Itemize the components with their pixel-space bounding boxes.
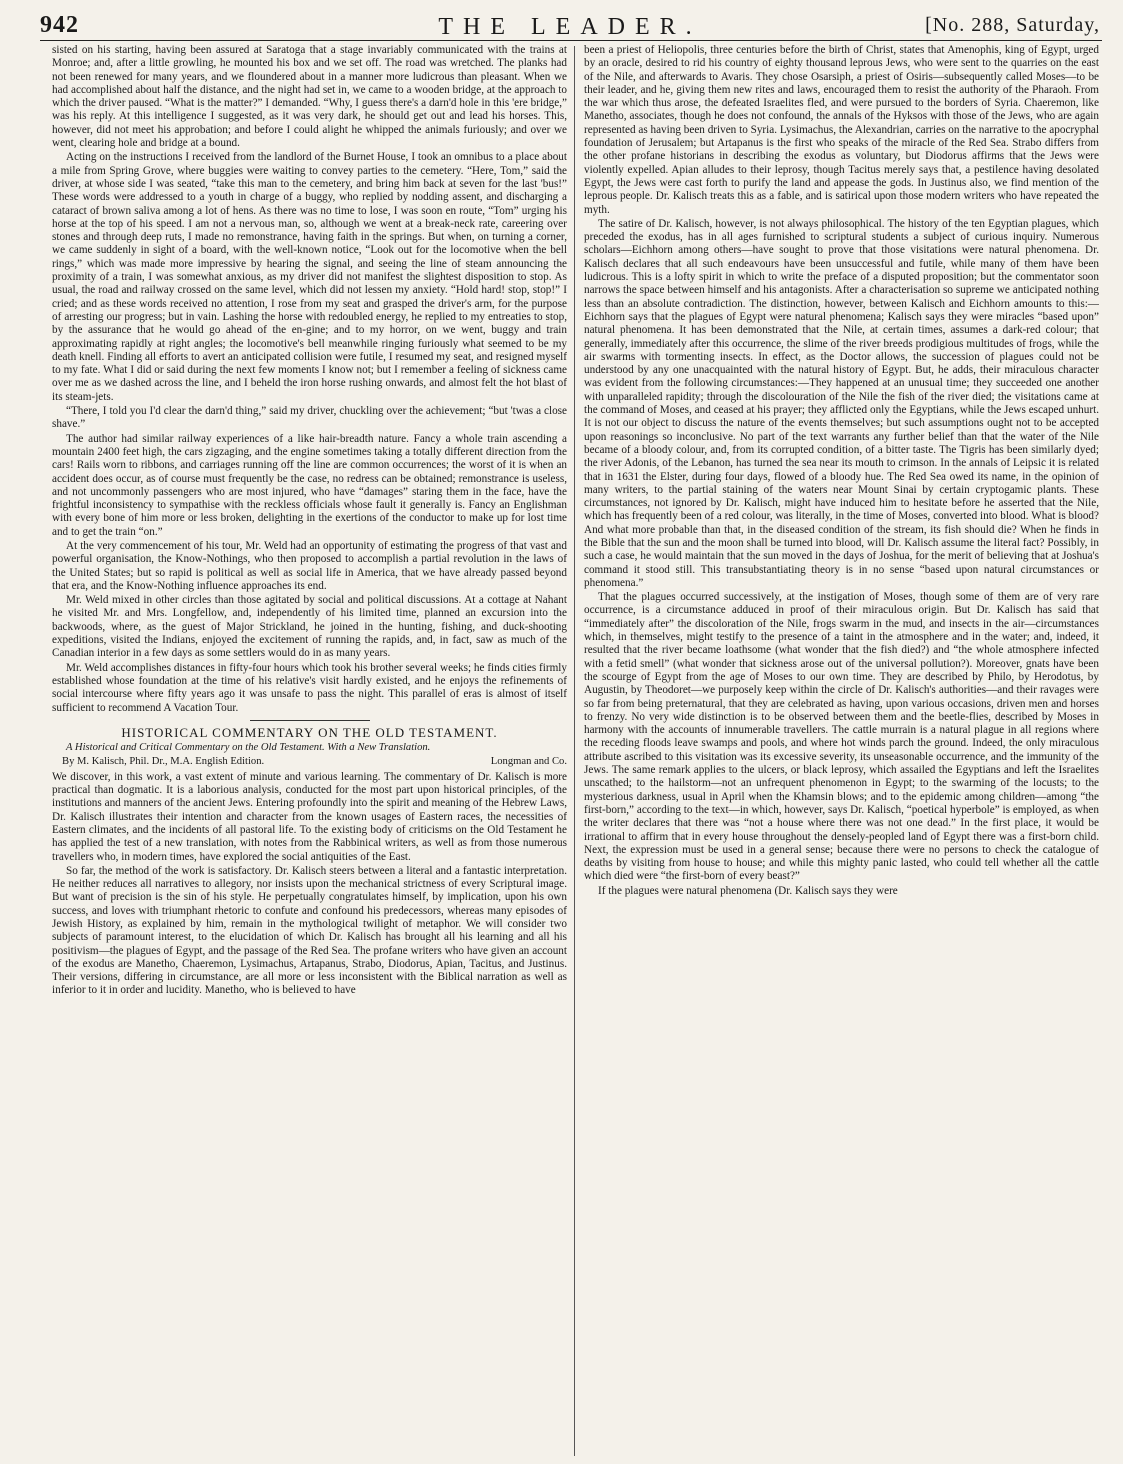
right-column xyxy=(584,44,1099,1458)
body-paragraph: Mr. Weld mixed in other circles than those agitated by social and political discussions. At a cottage at Nahant he visited Mr. and Mrs. Longfellow, and, independently of his limited time, planned an excursion into the backwoods, where, as the guest of Major Strickland, he joined in the hunting, fishing, and duck-shooting expeditions, visited the Indians, enjoyed the excitement of running the rapids, and, in fact, saw as much of the Canadian interior in a few days as some settlers would do in as many years. xyxy=(52,594,567,660)
body-paragraph: If the plagues were natural phenomena (Dr. Kalisch says they were xyxy=(598,884,898,897)
body-paragraph: sisted on his starting, having been assured at Saratoga that a stage invariably communicated with the trains at Monroe; and, after a little growling, he mounted his box and we set off. The road was wretched. The planks had not been renewed for many years, and we floundered about in a manner more ludicrous than pleasant. When we had accomplished about half the distance, and the night had set in, we came to a wooden bridge, at the approach to which the driver paused. “What is the matter?” I demanded. “Why, I guess there's a darn'd hole in this 'ere bridge,” was his reply. At this intelligence I suggested, as it was very dark, he should get out and lead his horses. This, however, did not meet his approbation; and before I could alight he whipped the animals furiously; and over we went, clearing hole and bridge at a bound. xyxy=(52,44,567,150)
review-byline xyxy=(52,755,567,768)
left-column xyxy=(52,44,567,1458)
section-divider xyxy=(250,720,370,721)
review-title: A Historical and Critical Commentary on the Old Testament. With a New Translation. xyxy=(66,742,431,754)
body-paragraph: The author had similar railway experiences of a like hair-breadth nature. Fancy a whole train ascending a mountain 2400 feet high, the cars zigzaging, and the engine sometimes taking a totally different direction from the cars! Rails worn to ribbons, and carriages running off the line are common occurrences; the worst of it is when an accident does occur, as of course must frequently be the case, no redress can be obtained; remonstrance is useless, and not uncommonly passengers who are most injured, who have “damages” staring them in the face, have the frightful inconsistency to sympathise with the reckless officials whose fault it generally is. Fancy an Englishman with every bone of him more or less broken, delighting in the exertions of the conductor to make up for lost time and to get the train “on.” xyxy=(52,432,567,538)
body-paragraph: So far, the method of the work is satisfactory. Dr. Kalisch steers between a literal and a fantastic interpretation. He neither reduces all narratives to allegory, nor insists upon the mechanical strictness of every Scriptural image. But want of precision is the sin of his style. He perpetually congratulates himself, by implication, upon his own success, and loves with triumphant rhetoric to confute and confound his predecessors, whereas many episodes of Jewish History, as explained by him, remain in the mythological twilight of metaphor. We will consider two subjects of paramount interest, to the elucidation of which Dr. Kalisch has brought all his learning and all his positivism—the plagues of Egypt, and the passage of the Red Sea. The profane writers who have given an account of the exodus are Manetho, Chaeremon, Lysimachus, Artapanus, Strabo, Diodorus, Apian, Tacitus, and Justinus. Their versions, differing in circumstance, are all more or less inconsistent with the Biblical narration as well as inferior to it in order and lucidity. Manetho, who is believed to have xyxy=(52,864,567,997)
masthead xyxy=(40,2,1100,38)
issue-number: [No. 288, Saturday, xyxy=(925,14,1100,36)
body-paragraph: We discover, in this work, a vast extent of minute and various learning. The commentary of Dr. Kalisch is more practical than dogmatic. It is a laborious analysis, conducted for the most part upon historical principles, of the institutions and manners of the ancient Jews. Entering profoundly into the spirit and meaning of the Hebrew Laws, Dr. Kalisch illustrates their intention and character from the known usages of Eastern races, the necessities of Eastern climates, and the incidents of all pastoral life. To the existing body of criticisms on the Old Testament he has applied the test of a new translation, with notes from the Rabbinical writers, as well as from those numerous travellers who, in modern times, have explored the social antiquities of the East. xyxy=(52,770,567,863)
body-paragraph: Acting on the instructions I received from the landlord of the Burnet House, I took an omnibus to a place about a mile from Spring Grove, where buggies were waiting to convey parties to the cemetery. “Here, Tom,” said the driver, at whose side I was seated, “take this man to the cemetery, and bring him back at seven for the last 'bus!” These words were addressed to a youth in charge of a buggy, who replied by nodding assent, and discharging a cataract of brown saliva among a lot of hens. As there was no time to lose, I was soon en route, “Tom” urging his horse at the top of his speed. I am not a nervous man, so, although we went at a break-neck rate, careering over stones and through deep ruts, I made no remonstrance, having faith in the springs. But when, on turning a corner, we came suddenly in sight of a board, with the well-known notice, “Look out for the locomotive when the bell rings,” which was made more impressive by hearing the signal, and seeing the line of steam announcing the proximity of a train, I was somewhat anxious, as my driver did not manifest the slightest disposition to stop. As usual, the road and railway crossed on the same level, which did not lessen my anxiety. “Hold hard! stop, stop!” I cried; and as these words received no attention, I rose from my seat and grasped the driver's arm, for the purpose of arresting our progress; but in vain. Lashing the horse with redoubled energy, he replied to my entreaties to stop, by the assurance that he would go ahead of the en-gine; and to my horror, on we went, buggy and train approximating rapidly at right angles; the locomotive's bell meanwhile ringing furiously what seemed to be my death knell. Finding all efforts to avert an anticipated collision were futile, I resumed my seat, and resigned myself to my fate. What I did or said during the next few moments I know not; but I remember a feeling of sickness came over me as we dashed across the line, and I beheld the iron horse rushing onwards, and almost felt the hot blast of its steam-jets. xyxy=(52,151,567,403)
review-publisher: Longman and Co. xyxy=(490,756,567,768)
masthead-rule xyxy=(40,40,1102,41)
body-paragraph: been a priest of Heliopolis, three centuries before the birth of Christ, states that Amenophis, king of Egypt, urged by an oracle, desired to rid his country of eighty thousand leprous Jews, who were sent to the quarries on the east of the Nile, and afterwards to Avaris. They chose Osarsiph, a priest of Osiris—subsequently called Moses—to be their leader, and he, giving them new rites and laws, encouraged them to resist the authority of the Pharaoh. From the war which thus arose, the defeated Israelites fled, and were pursued to the borders of Syria. Chaeremon, like Manetho, associates, though he does not confound, the annals of the Hyksos with those of the Jews, who are again represented as having been driven to Syria. Lysimachus, the Alexandrian, carries on the narrative to the apocryphal foundation of Jerusalem; but Artapanus is the first who speaks of the miracle of the Red Sea. Strabo differs from the other profane historians in describing the exodus as voluntary, but Diodorus affirms that the Jews were violently expelled. Apian alludes to their leprosy, though Tacitus merely says that, a pestilence having desolated Egypt, the Jews were cast forth to purify the land and appease the gods. In Justinus also, we find mention of the leprous people. Dr. Kalisch treats this as a fable, and is satirical upon those modern writers who have repeated the myth. xyxy=(584,44,1099,216)
section-heading: HISTORICAL COMMENTARY ON THE OLD TESTAMENT. xyxy=(121,724,498,740)
newspaper-title: THE LEADER. xyxy=(438,14,702,40)
body-paragraph: At the very commencement of his tour, Mr. Weld had an opportunity of estimating the progress of that vast and powerful organisation, the Know-Nothings, who then proposed to accomplish a partial revolution in the laws of the United States; but so rapid is political as well as social life in America, that we have already passed beyond that era, and the Know-Nothing influence approaches its end. xyxy=(52,539,567,592)
body-paragraph: “There, I told you I'd clear the darn'd thing,” said my driver, chuckling over the achievement; “but 'twas a close shave.” xyxy=(52,405,567,431)
review-author: By M. Kalisch, Phil. Dr., M.A. English Edition. xyxy=(62,756,265,768)
column-rule xyxy=(574,46,575,1456)
body-paragraph: That the plagues occurred successively, at the instigation of Moses, though some of them are of very rare occurrence, is a circumstance adduced in proof of their miraculous origin. But Dr. Kalisch has said that “immediately after” the discoloration of the Nile, frogs swarm in the mud, and insects in the air—circumstances which, in themselves, might testify to the presence of a taint in the atmosphere and in the water; and, indeed, it resulted that the river became loathsome (what wonder that the fish died?) and “the whole atmosphere infected with a fetid smell” (what wonder that sickness arose out of the universal pollution?). Moreover, gnats have been the scourge of Egypt from the age of Moses to our own time. They are described by Philo, by Herodotus, by Augustin, by Theodoret—we purposely keep within the circle of Dr. Kalisch's authorities—and their ravages were so far from being preternatural, that they are celebrated as having, upon various occasions, driven men and horses to frenzy. No very wide distinction is to be observed between them and the beetle-flies, described by Moses in harmony with the accounts of innumerable travellers. The cattle murrain is a natural plague in all regions where the receding floods leave swamps and pools, and where hot winds parch the ground. Indeed, the only miraculous attribute ascribed to this visitation was its excessive severity, its unseasonable occurrence, and the immunity of the Jews. The same remark applies to the ulcers, or black leprosy, which assailed the Egyptians and left the Israelites unscathed; to the hailstorm—not an unfrequent phenomenon in Egypt; to the swarming of the locusts; to the mysterious darkness, usual in April when the Khamsin blows; and to the epidemic among children—among “the first-born,” according to the text—in which, however, says Dr. Kalisch, “poetical hyperbole” is employed, as when the writer declares that there was “not a house where there was not one dead.” In the first place, it would be irrational to affirm that in every house throughout the densely-peopled land of Egypt there was a first-born child. Next, the expression must be used in a general sense; because there were no persons to check the catalogue of deaths by visiting from house to house; and while this mighty panic lasted, who could tell whether all the cattle which died were “the first-born of every beast?” xyxy=(584,591,1099,883)
body-paragraph: The satire of Dr. Kalisch, however, is not always philosophical. The history of the ten Egyptian plagues, which preceded the exodus, has in all ages furnished to scriptural students a subject of curious inquiry. Numerous scholars—Eichhorn among others—have sought to prove that those visitations were natural phenomena. Dr. Kalisch declares that all such endeavours have been unsuccessful and futile, while many of them have been ludicrous. This is a lofty spirit in which to write the preface of a disputed proposition; but the commentator soon narrows the space between himself and his antagonists. After a characterisation so supreme we anticipated nothing less than an absolute contradiction. The distinction, however, between Kalisch and Eichhorn amounts to this:—Eichhorn says that the plagues of Egypt were natural phenomena; Kalisch says they were miracles “based upon” natural phenomena. It has been demonstrated that the Nile, at certain times, assumes a dark-red colour; that generally, immediately after this occurrence, the slime of the river breeds prodigious multitudes of frogs, while the air swarms with tormenting insects. In effect, as the Doctor allows, the succession of plagues could not be understood by any one unacquainted with the natural history of Egypt. But, he adds, their miraculous character was evident from the following circumstances:—They happened at an unusual time; they succeeded one another with unparalleled rapidity; through the discolouration of the Nile the fish of the river died; the visitations came at the command of Moses, and ceased at his prayer; they afflicted only the Egyptians, while the Jews escaped unhurt. It is not our object to discuss the nature of the events themselves; but such assumptions ought not to be accepted upon reasonings so inconclusive. No part of the text warrants any further belief than that the water of the Nile became of a bloody colour, and, from its corrupted condition, of a bitter taste. The Tigris has been similarly dyed; the river Adonis, of the Lebanon, has turned the sea near its mouth to crimson. In the annals of Leipsic it is related that in 1631 the Elster, during four days, flowed of a bloody hue. The Red Sea owed its name, in the opinion of many writers, to the partial staining of the waters near Mount Sinai by certain cryptogamic plants. These circumstances, not ignored by Dr. Kalisch, might have induced him to hesitate before he asserted that the Nile, which has frequently been of a red colour, was literally, in the time of Moses, converted into blood. What is blood? And what more probable than that, in the diseased condition of the stream, its fish should die? When he finds in the Bible that the sun and the moon shall be turned into blood, will Dr. Kalisch assume the literal fact? Possibly, in such a case, he would maintain that the sun moved in the days of Joshua, for the merit of believing that at Joshua's command it stood still. This transubstantiating theory is in no sense “based upon natural circumstances or phenomena.” xyxy=(584,217,1099,589)
body-paragraph: Mr. Weld accomplishes distances in fifty-four hours which took his brother several weeks; he finds cities firmly established whose foundation at the time of his relative's visit hardly existed, and he enjoys the refinements of social intercourse where fifty years ago it was unsafe to pass the night. This parallel of eras is almost of itself sufficient to recommend A Vacation Tour. xyxy=(52,661,567,714)
page-number: 942 xyxy=(40,12,79,38)
